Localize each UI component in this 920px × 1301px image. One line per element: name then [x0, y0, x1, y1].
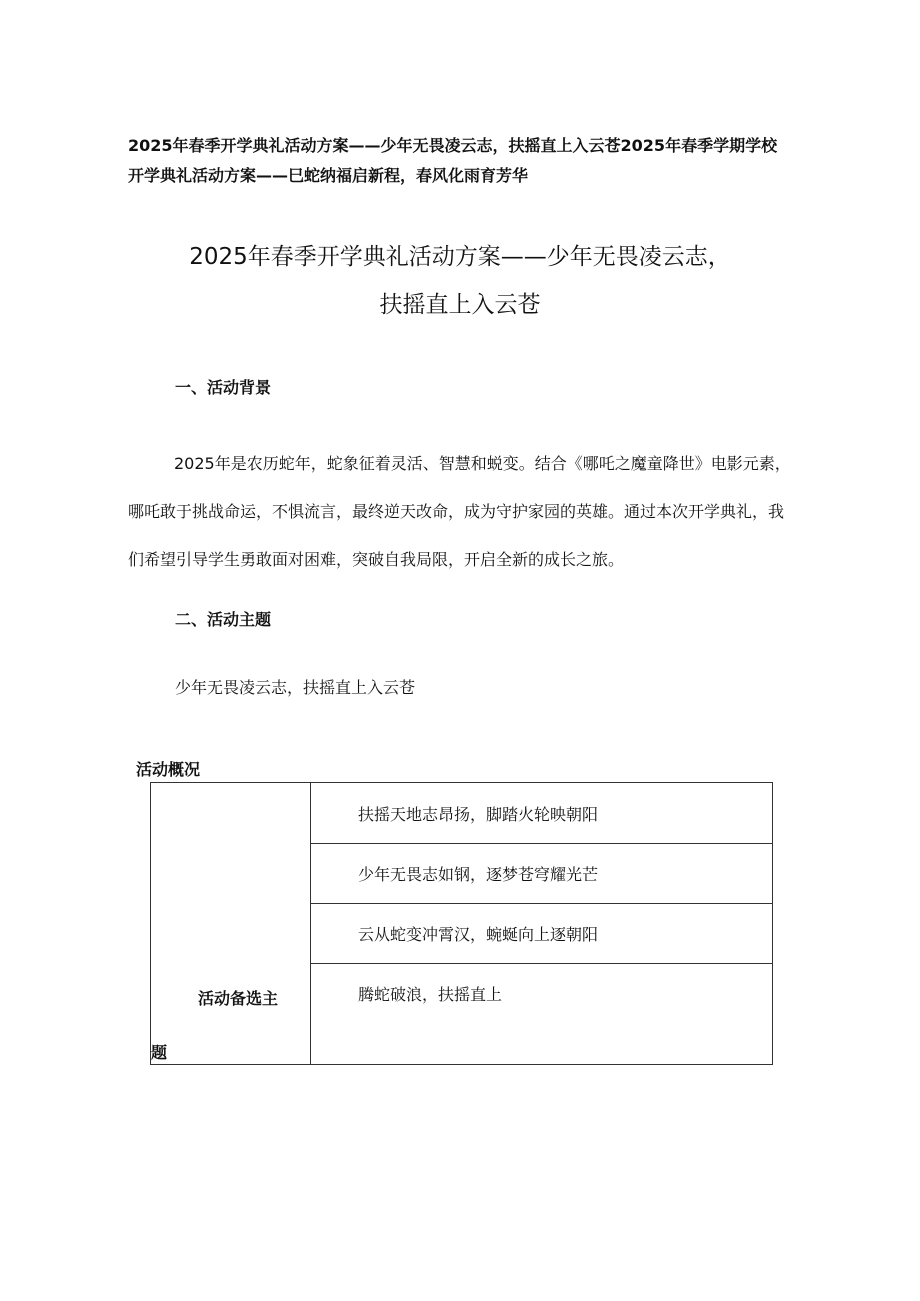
- theme-option: 少年无畏志如钢，逐梦苍穹耀光芒: [358, 865, 599, 884]
- main-title: [100, 233, 820, 329]
- theme-option: 腾蛇破浪，扶摇直上: [358, 985, 503, 1004]
- main-title-line-2: 扶摇直上入云苍: [379, 292, 541, 318]
- document-heading: 2025年春季开学典礼活动方案——少年无畏凌云志，扶摇直上入云苍2025年春季学期学校开学典礼活动方案——巳蛇纳福启新程，春风化雨育芳华: [128, 136, 778, 185]
- theme-option: 云从蛇变冲霄汉，蜿蜒向上逐朝阳: [358, 925, 599, 944]
- table-row: [311, 964, 772, 1064]
- table-row: [311, 844, 772, 904]
- theme-option: 扶摇天地志昂扬，脚踏火轮映朝阳: [358, 805, 599, 824]
- table-label-cell: [151, 783, 311, 1064]
- table-label-line-1: 活动备选主: [198, 989, 279, 1008]
- theme-options-column: [311, 783, 772, 1064]
- table-row: [311, 783, 772, 844]
- table-label-line-2: 题: [151, 1043, 168, 1062]
- section-heading-theme: 二、活动主题: [175, 610, 272, 629]
- section-heading-background: 一、活动背景: [175, 378, 272, 397]
- background-paragraph: 2025年是农历蛇年，蛇象征着灵活、智慧和蜕变。结合《哪吒之魔童降世》电影元素，哪吒敢于挑战命运，不惧流言，最终逆天改命，成为守护家园的英雄。通过本次开学典礼，我们希望引导学生勇敢面对困难，突破自我局限，开启全新的成长之旅。: [128, 454, 791, 569]
- theme-statement: 少年无畏凌云志，扶摇直上入云苍: [175, 678, 416, 697]
- main-title-line-1: 2025年春季开学典礼活动方案——少年无畏凌云志，: [189, 244, 731, 270]
- overview-label: 活动概况: [136, 760, 201, 779]
- table-row: [311, 904, 772, 964]
- alternative-themes-table: [150, 782, 773, 1065]
